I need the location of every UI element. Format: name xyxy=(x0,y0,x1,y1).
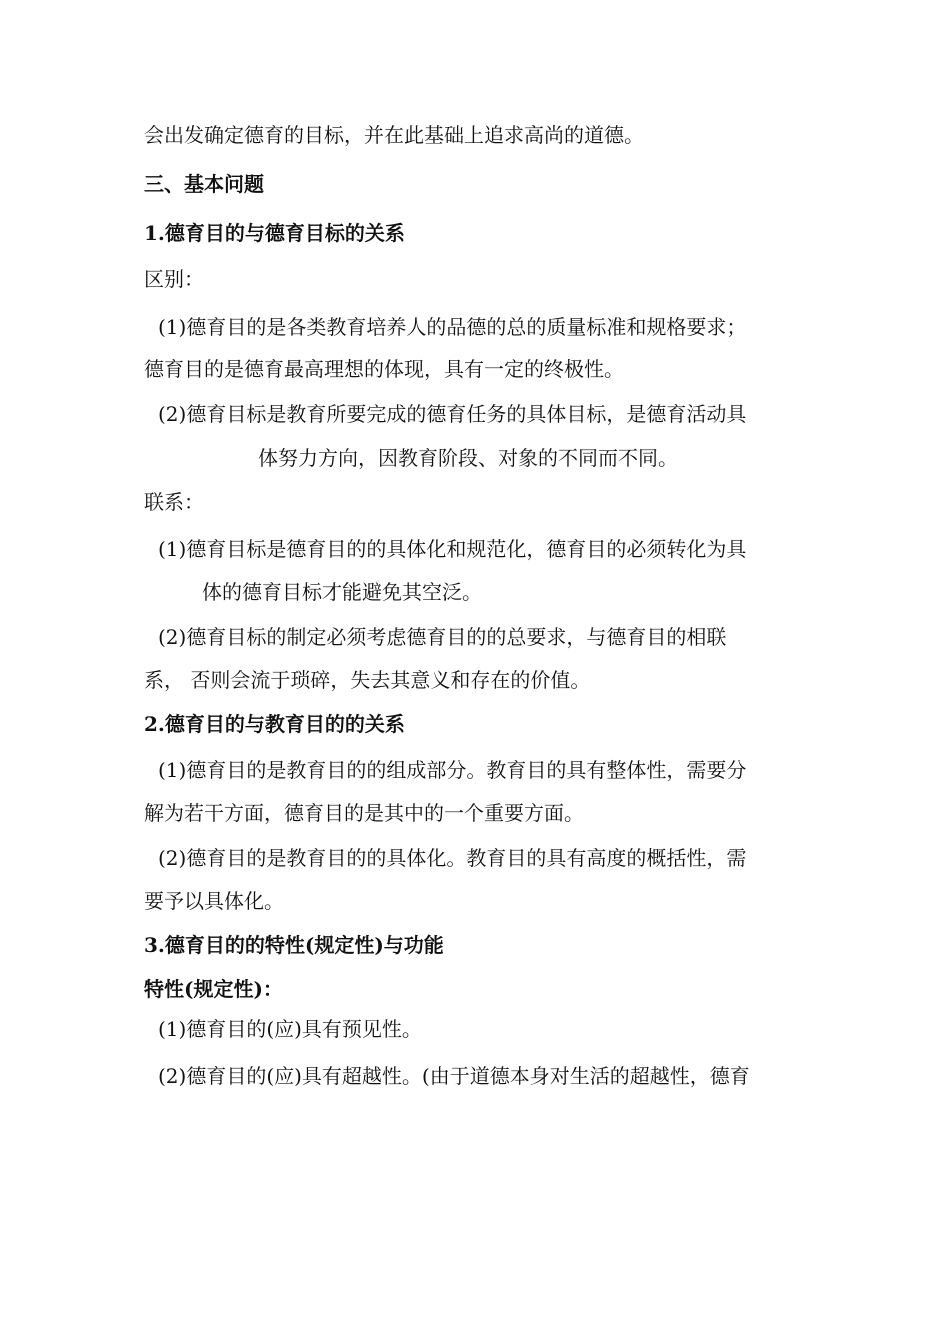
text-line: 体的德育目标才能避免其空泛。 xyxy=(202,580,482,604)
list-item: (2)德育目的(应)具有超越性。(由于道德本身对生活的超越性，德育 xyxy=(158,1064,750,1088)
list-item: (1)德育目的是教育目的的组成部分。教育目的具有整体性，需要分 xyxy=(158,758,747,782)
section-heading: 三、基本问题 xyxy=(144,172,264,196)
list-item: (1)德育目的是各类教育培养人的品德的总的质量标准和规格要求； xyxy=(158,315,747,339)
label-connection: 联系： xyxy=(144,490,204,514)
subsection-heading: 2.德育目的与教育目的的关系 xyxy=(144,712,405,736)
text-line: 解为若干方面，德育目的是其中的一个重要方面。 xyxy=(144,801,584,825)
subsection-heading: 3.德育目的的特性(规定性)与功能 xyxy=(144,933,444,957)
label-distinction: 区别： xyxy=(144,267,204,291)
text-line: 德育目的是德育最高理想的体现，具有一定的终极性。 xyxy=(144,357,624,381)
text-line: 要予以具体化。 xyxy=(144,889,284,913)
list-item: (2)德育目标是教育所要完成的德育任务的具体目标，是德育活动具 xyxy=(158,402,747,426)
subsection-heading: 1.德育目的与德育目标的关系 xyxy=(144,221,405,245)
list-item: (2)德育目标的制定必须考虑德育目的的总要求，与德育目的相联 xyxy=(158,625,727,649)
list-item: (1)德育目标是德育目的的具体化和规范化，德育目的必须转化为具 xyxy=(158,537,747,561)
text-line: 会出发确定德育的目标，并在此基础上追求高尚的道德。 xyxy=(144,123,644,147)
text-line: 体努力方向，因教育阶段、对象的不同而不同。 xyxy=(258,446,678,470)
list-item: (1)德育目的(应)具有预见性。 xyxy=(158,1017,422,1041)
list-item: (2)德育目的是教育目的的具体化。教育目的具有高度的概括性，需 xyxy=(158,846,747,870)
text-line: 系， 否则会流于琐碎，失去其意义和存在的价值。 xyxy=(144,668,591,692)
label-characteristics: 特性(规定性)： xyxy=(144,977,283,1001)
